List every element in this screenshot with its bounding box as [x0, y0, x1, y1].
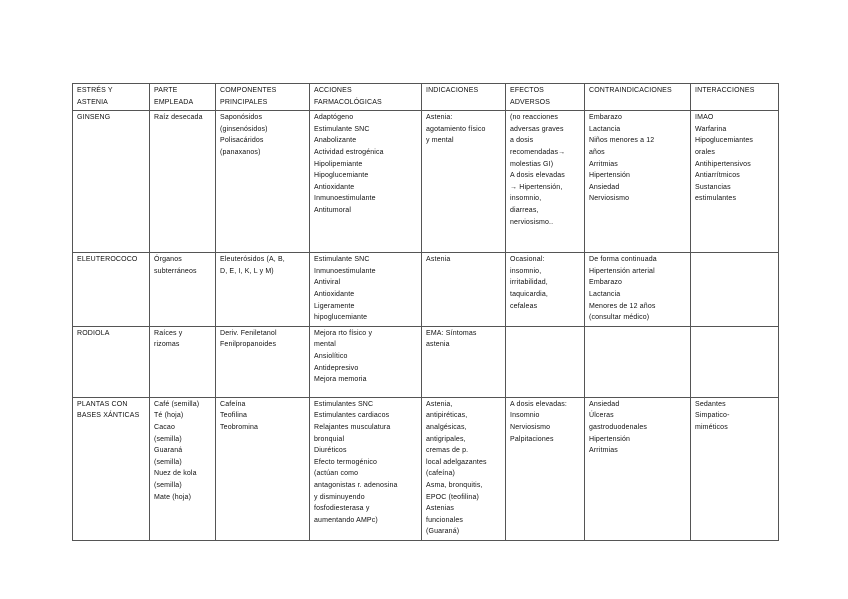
- cell-text: antigripales,: [426, 435, 466, 443]
- table-body: [73, 84, 779, 541]
- cell-text: Inmunoestimulante: [314, 267, 376, 275]
- cell-text: EMPLEADA: [154, 98, 194, 106]
- cell-text: Cacao: [154, 423, 175, 431]
- cell-text: Embarazo: [589, 114, 623, 122]
- cell-text: ADVERSOS: [510, 98, 551, 106]
- cell-text: Antitumoral: [314, 206, 352, 214]
- cell-text: Hipoglucemiantes: [695, 137, 754, 145]
- table-cell: [150, 253, 216, 327]
- cell-text: RODIOLA: [77, 329, 110, 337]
- cell-text: EFECTOS: [510, 87, 544, 94]
- cell-text: ESTRÉS Y: [77, 87, 113, 94]
- table-row: [73, 397, 779, 540]
- cell-text: Relajantes musculatura: [314, 423, 391, 431]
- cell-text: BASES XÁNTICAS: [77, 412, 140, 420]
- table-row: [73, 326, 779, 397]
- table-cell: [310, 253, 422, 327]
- cell-text: Lactancia: [589, 290, 621, 298]
- cell-text: Fenilpropanoides: [220, 341, 277, 349]
- cell-text: orales: [695, 148, 715, 156]
- table-cell: [422, 253, 506, 327]
- cell-text: Sedantes: [695, 400, 726, 408]
- cell-text: Nerviosismo: [589, 195, 630, 203]
- herbal-table: [72, 83, 779, 541]
- cell-text: taquicardia,: [510, 290, 548, 298]
- cell-text: ELEUTEROCOCO: [77, 256, 138, 264]
- cell-text: Antidepresivo: [314, 364, 359, 372]
- table-cell: [691, 326, 779, 397]
- cell-text: De forma continuada: [589, 256, 657, 264]
- cell-text: Asma, bronquitis,: [426, 481, 483, 489]
- table-cell: [73, 397, 150, 540]
- cell-text: INDICACIONES: [426, 87, 479, 94]
- table-cell: [422, 326, 506, 397]
- cell-text: Estimulantes cardiacos: [314, 412, 390, 420]
- cell-text: años: [589, 148, 605, 156]
- cell-text: GINSENG: [77, 114, 111, 122]
- cell-text: Antioxidante: [314, 290, 355, 298]
- cell-text: (ginsenósidos): [220, 125, 268, 133]
- cell-text: agotamiento físico: [426, 125, 486, 133]
- cell-text: IMAO: [695, 114, 714, 122]
- cell-text: Saponósidos: [220, 114, 263, 122]
- cell-text: Nuez de kola: [154, 470, 197, 478]
- cell-text: (Guaraná): [426, 528, 460, 536]
- cell-text: Warfarina: [695, 125, 727, 133]
- cell-text: y disminuyendo: [314, 493, 365, 501]
- cell-text: (no reacciones: [510, 114, 559, 122]
- cell-text: astenia: [426, 341, 450, 349]
- cell-text: Teobromina: [220, 423, 259, 431]
- cell-text: (panaxanos): [220, 148, 261, 156]
- cell-text: Arritmias: [589, 160, 618, 168]
- cell-text: adversas graves: [510, 125, 564, 133]
- cell-text: Astenia,: [426, 400, 453, 408]
- header-cell: [585, 84, 691, 111]
- cell-text: Hipertensión: [589, 435, 631, 443]
- cell-text: (cafeína): [426, 470, 455, 478]
- cell-text: rizomas: [154, 341, 180, 349]
- cell-text: local adelgazantes: [426, 458, 487, 466]
- cell-text: Adaptógeno: [314, 114, 354, 122]
- cell-text: cremas de p.: [426, 447, 469, 455]
- cell-text: Actividad estrogénica: [314, 148, 384, 156]
- cell-text: nerviosismo..: [510, 218, 554, 226]
- table-cell: [422, 111, 506, 253]
- table-cell: [216, 253, 310, 327]
- cell-text: (actúan como: [314, 470, 359, 478]
- cell-text: PARTE: [154, 87, 178, 94]
- cell-text: D, E, I, K, L y M): [220, 267, 274, 275]
- table-cell: [310, 326, 422, 397]
- cell-text: FARMACOLÓGICAS: [314, 98, 382, 106]
- table-cell: [691, 111, 779, 253]
- cell-text: Raíz desecada: [154, 114, 203, 122]
- table-cell: [150, 111, 216, 253]
- table-cell: [310, 111, 422, 253]
- cell-text: (semilla): [154, 435, 182, 443]
- cell-text: Eleuterósidos (A, B,: [220, 256, 285, 264]
- cell-text: Ansiedad: [589, 183, 620, 191]
- cell-text: miméticos: [695, 423, 728, 431]
- cell-text: aumentando AMPc): [314, 516, 378, 524]
- header-cell: [150, 84, 216, 111]
- cell-text: EMA: Síntomas: [426, 329, 477, 337]
- cell-text: funcionales: [426, 516, 464, 524]
- cell-text: Antihipertensivos: [695, 160, 751, 168]
- table-cell: [691, 397, 779, 540]
- cell-text: hipoglucemiante: [314, 314, 368, 322]
- cell-text: Diuréticos: [314, 447, 347, 455]
- table-cell: [73, 326, 150, 397]
- header-cell: [506, 84, 585, 111]
- cell-text: Té (hoja): [154, 412, 184, 420]
- table-cell: [422, 397, 506, 540]
- cell-text: insomnio,: [510, 195, 542, 203]
- cell-text: Astenia:: [426, 114, 453, 122]
- cell-text: Niños menores a 12: [589, 137, 655, 145]
- table-cell: [506, 253, 585, 327]
- cell-text: bronquial: [314, 435, 345, 443]
- cell-text: Antiviral: [314, 279, 341, 287]
- cell-text: Astenia: [426, 256, 451, 264]
- cell-text: Arritmias: [589, 447, 618, 455]
- cell-text: a dosis: [510, 137, 534, 145]
- cell-text: irritabilidad,: [510, 279, 548, 287]
- cell-text: Palpitaciones: [510, 435, 554, 443]
- cell-text: fosfodiesterasa y: [314, 505, 370, 513]
- table-cell: [506, 111, 585, 253]
- cell-text: Café (semilla): [154, 400, 200, 408]
- header-cell: [310, 84, 422, 111]
- cell-text: ACCIONES: [314, 87, 352, 94]
- cell-text: Ligeramente: [314, 302, 355, 310]
- cell-text: Hipoglucemiante: [314, 172, 369, 180]
- header-cell: [216, 84, 310, 111]
- cell-text: Ansiolítico: [314, 352, 348, 360]
- cell-text: molestias GI): [510, 160, 554, 168]
- cell-text: Anabolizante: [314, 137, 357, 145]
- table-cell: [585, 326, 691, 397]
- cell-text: Antioxidante: [314, 183, 355, 191]
- table-cell: [150, 326, 216, 397]
- table-cell: [691, 253, 779, 327]
- cell-text: Embarazo: [589, 279, 623, 287]
- table-cell: [585, 111, 691, 253]
- cell-text: INTERACCIONES: [695, 87, 755, 94]
- cell-text: Raíces y: [154, 329, 183, 337]
- table-row: [73, 111, 779, 253]
- cell-text: Mejora rto físico y: [314, 329, 373, 337]
- header-row: [73, 84, 779, 111]
- header-cell: [73, 84, 150, 111]
- cell-text: subterráneos: [154, 267, 197, 275]
- table-row: [73, 253, 779, 327]
- cell-text: CONTRAINDICACIONES: [589, 87, 672, 94]
- header-cell: [422, 84, 506, 111]
- cell-text: gastroduodenales: [589, 423, 648, 431]
- cell-text: (consultar médico): [589, 314, 650, 322]
- table-cell: [216, 326, 310, 397]
- table-cell: [585, 397, 691, 540]
- cell-text: Hipertensión: [589, 172, 631, 180]
- cell-text: Mejora memoria: [314, 376, 367, 384]
- cell-text: Astenias: [426, 505, 455, 513]
- cell-text: mental: [314, 341, 336, 349]
- cell-text: Insomnio: [510, 412, 540, 420]
- cell-text: Estimulante SNC: [314, 125, 370, 133]
- cell-text: Efecto termogénico: [314, 458, 378, 466]
- cell-text: analgésicas,: [426, 423, 467, 431]
- cell-text: cefaleas: [510, 302, 538, 310]
- cell-text: A dosis elevadas: [510, 172, 565, 180]
- cell-text: PRINCIPALES: [220, 98, 268, 106]
- cell-text: Mate (hoja): [154, 493, 192, 501]
- cell-text: Simpatico-: [695, 412, 730, 420]
- cell-text: Hipolipemiante: [314, 160, 363, 168]
- table-cell: [73, 253, 150, 327]
- cell-text: Ocasional:: [510, 256, 545, 264]
- cell-text: (semilla): [154, 458, 182, 466]
- cell-text: A dosis elevadas:: [510, 400, 568, 408]
- cell-text: → Hipertensión,: [510, 183, 563, 191]
- cell-text: Inmunoestimulante: [314, 195, 376, 203]
- cell-text: insomnio,: [510, 267, 542, 275]
- cell-text: Ansiedad: [589, 400, 620, 408]
- cell-text: Deriv. Feniletanol: [220, 329, 277, 337]
- table-cell: [216, 397, 310, 540]
- cell-text: Antiarrítmicos: [695, 172, 740, 180]
- cell-text: EPOC (teofilina): [426, 493, 479, 501]
- cell-text: antagonistas r. adenosina: [314, 481, 398, 489]
- cell-text: ASTENIA: [77, 98, 109, 106]
- table-cell: [216, 111, 310, 253]
- cell-text: Estimulante SNC: [314, 256, 370, 264]
- cell-text: Teofilina: [220, 412, 248, 420]
- cell-text: diarreas,: [510, 206, 539, 214]
- cell-text: COMPONENTES: [220, 87, 277, 94]
- cell-text: recomendadas→: [510, 148, 566, 156]
- table-cell: [73, 111, 150, 253]
- table-cell: [150, 397, 216, 540]
- table-cell: [585, 253, 691, 327]
- cell-text: Sustancias: [695, 183, 731, 191]
- cell-text: Órganos: [154, 256, 182, 264]
- cell-text: estimulantes: [695, 195, 737, 203]
- cell-text: (semilla): [154, 481, 182, 489]
- table-cell: [506, 397, 585, 540]
- cell-text: antipiréticas,: [426, 412, 468, 420]
- cell-text: Lactancia: [589, 125, 621, 133]
- cell-text: y mental: [426, 137, 454, 145]
- cell-text: Cafeína: [220, 400, 246, 408]
- cell-text: Guaraná: [154, 447, 183, 455]
- cell-text: Nerviosismo: [510, 423, 551, 431]
- cell-text: Polisacáridos: [220, 137, 264, 145]
- cell-text: PLANTAS CON: [77, 400, 128, 408]
- header-cell: [691, 84, 779, 111]
- table-cell: [506, 326, 585, 397]
- cell-text: Hipertensión arterial: [589, 267, 655, 275]
- cell-text: Menores de 12 años: [589, 302, 656, 310]
- table-cell: [310, 397, 422, 540]
- cell-text: Úlceras: [589, 412, 614, 420]
- cell-text: Estimulantes SNC: [314, 400, 374, 408]
